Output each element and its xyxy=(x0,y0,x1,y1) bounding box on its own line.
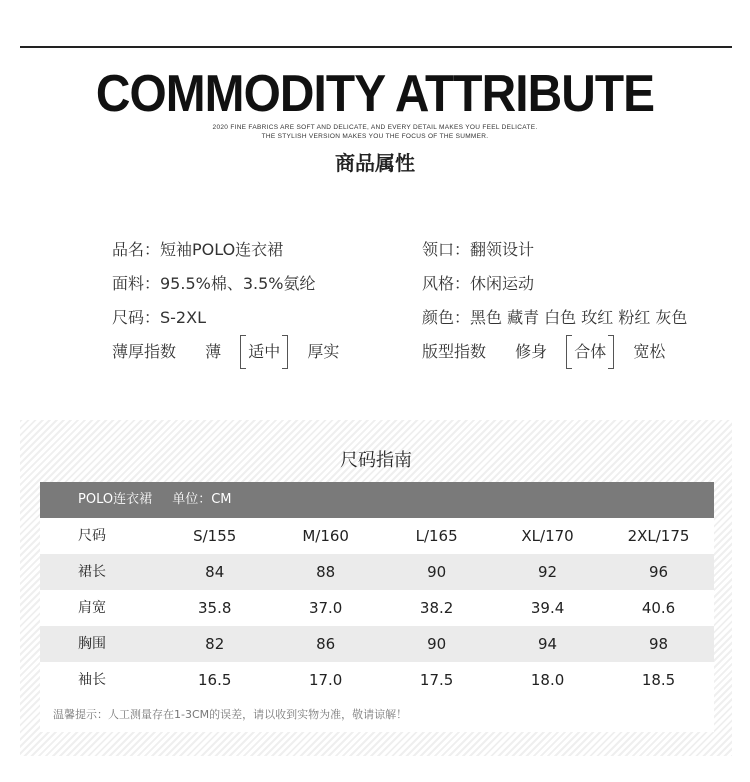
table-cell: 92 xyxy=(538,563,558,581)
table-cell: 2XL/175 xyxy=(627,527,690,545)
table-cell: 82 xyxy=(205,635,225,653)
thickness-label: 薄厚指数 xyxy=(112,342,177,361)
thickness-option-thin: 薄 xyxy=(205,342,222,361)
table-cell: 16.5 xyxy=(198,671,232,689)
attr-thickness xyxy=(112,340,339,374)
size-table xyxy=(40,482,714,732)
fit-option-slim: 修身 xyxy=(515,342,548,361)
table-cell: 39.4 xyxy=(530,599,565,617)
table-cell: XL/170 xyxy=(521,527,574,545)
table-cell: 88 xyxy=(316,563,336,581)
hero-title: COMMODITY ATTRIBUTE xyxy=(95,65,655,123)
attr-fabric: 面料：95.5%棉、3.5%氨纶 xyxy=(112,274,316,293)
table-cell: 90 xyxy=(427,563,447,581)
table-cell: 37.0 xyxy=(308,599,343,617)
tagline-line-2: THE STYLISH VERSION MAKES YOU THE FOCUS OF THE SUMMER. xyxy=(261,133,489,140)
table-cell: 17.0 xyxy=(308,671,343,689)
section-title-attributes: 商品属性 xyxy=(335,151,415,175)
table-cell: 袖长 xyxy=(78,672,106,688)
table-cell: 肩宽 xyxy=(78,600,106,616)
table-cell: 94 xyxy=(538,635,558,653)
tagline-line-1: 2020 FINE FABRICS ARE SOFT AND DELICATE, AND EVERY DETAIL MAKES YOU FEEL DELICATE. xyxy=(212,124,538,131)
measurement-note: 温馨提示：人工测量存在1-3CM的误差，请以收到实物为准，敬请谅解！ xyxy=(40,698,714,732)
table-cell: 尺码 xyxy=(78,528,106,544)
table-cell: 96 xyxy=(648,563,669,581)
table-cell: 90 xyxy=(427,635,447,653)
table-row xyxy=(40,554,714,590)
top-divider xyxy=(20,46,732,48)
table-cell: 98 xyxy=(648,635,669,653)
fit-option-regular-selected: 合体 xyxy=(568,340,612,364)
table-cell: 40.6 xyxy=(641,599,676,617)
thickness-option-medium-selected: 适中 xyxy=(242,340,286,364)
size-guide-heading: 尺码指南 xyxy=(340,450,412,471)
table-cell: 84 xyxy=(205,563,225,581)
table-cell: 17.5 xyxy=(419,671,454,689)
table-cell: 38.2 xyxy=(419,599,454,617)
fit-option-loose: 宽松 xyxy=(633,342,666,361)
size-guide-panel xyxy=(20,420,732,756)
attr-size-range: 尺码：S-2XL xyxy=(112,308,206,327)
table-row xyxy=(40,590,714,626)
attr-fit xyxy=(422,340,687,374)
thickness-option-thick: 厚实 xyxy=(307,342,340,361)
table-cell: 胸围 xyxy=(78,636,106,652)
table-cell: 18.5 xyxy=(641,671,676,689)
table-cell: 裙长 xyxy=(78,564,106,580)
table-cell: 18.0 xyxy=(530,671,565,689)
attributes-right-column xyxy=(422,238,687,374)
attr-collar: 领口：翻领设计 xyxy=(422,240,535,259)
size-table-header xyxy=(40,482,714,518)
attr-colors: 颜色：黑色 藏青 白色 玫红 粉红 灰色 xyxy=(422,308,688,327)
attr-product-name: 品名：短袖POLO连衣裙 xyxy=(112,240,284,259)
size-table-unit: 单位：CM xyxy=(172,492,232,507)
table-row xyxy=(40,626,714,662)
table-cell: S/155 xyxy=(193,527,237,545)
table-cell: L/165 xyxy=(415,527,458,545)
table-cell: 35.8 xyxy=(198,599,232,617)
size-table-product: POLO连衣裙 xyxy=(78,492,153,507)
table-row xyxy=(40,662,714,698)
table-cell: M/160 xyxy=(302,527,349,545)
attr-style: 风格：休闲运动 xyxy=(422,274,535,293)
attributes-left-column xyxy=(112,238,339,374)
table-cell: 86 xyxy=(316,635,336,653)
fit-label: 版型指数 xyxy=(422,342,487,361)
table-row-sizes xyxy=(40,518,714,554)
